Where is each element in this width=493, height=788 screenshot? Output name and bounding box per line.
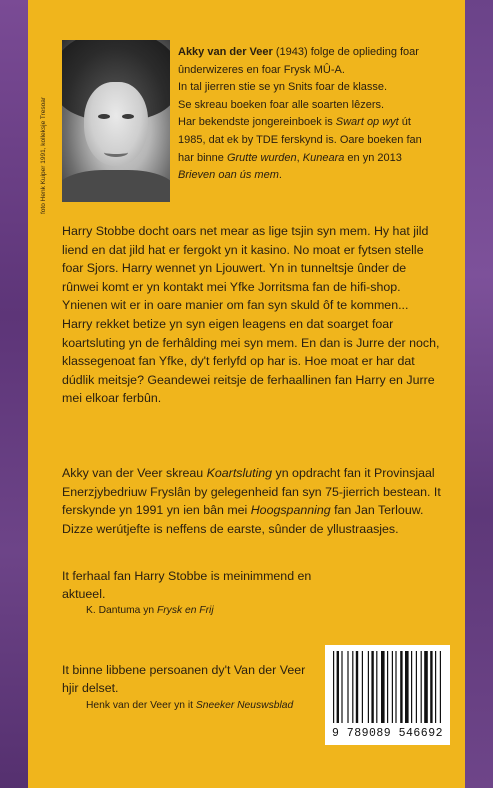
- barcode-bar: [424, 651, 428, 723]
- book-title: Hoogspanning: [250, 503, 331, 518]
- barcode-bar: [381, 651, 385, 723]
- barcode-bar: [440, 651, 441, 723]
- barcode-bar: [395, 651, 396, 723]
- book-title: Kuneara: [302, 151, 345, 164]
- review-quote-1: It ferhaal fan Harry Stobbe is meinimmend en aktueel.: [62, 569, 312, 601]
- barcode-bar: [333, 651, 334, 723]
- barcode-bar: [371, 651, 373, 723]
- barcode-bar: [430, 651, 432, 723]
- blurb-paragraph: Harry Stobbe docht oars net mear as lige tsjin syn mem. Hy hat jild liend en dat jild hat er fergokt yn it kasino. No moat er fytsen stelle foar Sjors. Harry wennet yn Ljouwert. Yn in tunneltsje ûnder de rûnwei komt er yn kontakt mei Yfke Jorritsma fan de hifi-shop. Ynienen wit er in oare manier om fan syn skuld ôf te kommen... Harry rekket betize yn syn eigen leagens en dat soarget foar koartsluting yn de ferhâlding mei syn mem. En dan is Jurre der noch, klassegenoat fan Yfke, dy't ferlyfd op har is. Hoe moat er har dat dúdlik meitsje? Geandewei reitsje de ferhaallinen fan Harry en Jurre mei elkoar ferbûn.: [62, 224, 440, 406]
- barcode-bar: [376, 651, 377, 723]
- barcode-bar: [368, 651, 369, 723]
- barcode-bar: [352, 651, 353, 723]
- author-name: Akky van der Veer: [178, 46, 273, 58]
- barcode-bar: [435, 651, 436, 723]
- barcode-bar: [337, 651, 339, 723]
- book-title: Swart op wyt: [335, 116, 399, 129]
- barcode-bar: [356, 651, 358, 723]
- review-quote-2: It binne libbene persoanen dy't Van der Veer hjir delset.: [62, 663, 306, 695]
- barcode-bar: [387, 651, 388, 723]
- isbn-number: 9 789089 546692: [331, 727, 444, 740]
- barcode-bar: [362, 651, 363, 723]
- isbn-barcode: [325, 645, 450, 745]
- review-source-2: Henk van der Veer yn it Sneeker Neuswsblad: [86, 700, 294, 711]
- book-title: Grutte wurden: [226, 151, 297, 164]
- author-photo: [62, 40, 170, 202]
- book-title: Brieven oan ús mem: [178, 169, 279, 182]
- author-bio: Akky van der Veer (1943) folge de oplieding foar ûnderwizeres en foar Frysk MÛ-A. In tal jierren stie se yn Snits foar de klasse. Se skreau boeken foar alle soarten lêzers. Har bekendste jongereinboek is Swart op wyt út 1985, dat ek by TDE ferskynd is. Oare boeken fan har binne Grutte wurden, Kuneara en yn 2013 Brieven oan ús mem.: [178, 46, 422, 182]
- barcode-bar: [411, 651, 412, 723]
- barcode-bar: [421, 651, 422, 723]
- book-title: Koartsluting: [206, 466, 273, 480]
- barcode-bar: [392, 651, 393, 723]
- barcode-bar: [405, 651, 409, 723]
- barcode-bar: [416, 651, 417, 723]
- barcode-bar: [341, 651, 342, 723]
- cover-left-strip: [0, 0, 28, 788]
- review-source-1: K. Dantuma yn Frysk en Frij: [86, 605, 214, 616]
- history-paragraph: Akky van der Veer skreau Koartsluting yn opdracht fan it Provinsjaal Enerzjybedriuw Fryslân by gelegenheid fan syn 75-jierrich bestean. It ferskynde yn 1991 yn ien bân mei Hoogspanning fan Jan Terlouw. Dizze werútjefte is neffens de earste, sûnder de yllustraasjes.: [62, 466, 441, 536]
- barcode-bar: [347, 651, 348, 723]
- barcode-bar: [400, 651, 402, 723]
- barcode-bars: [325, 645, 450, 727]
- cover-right-strip: [465, 0, 493, 788]
- photo-credit: [40, 204, 47, 214]
